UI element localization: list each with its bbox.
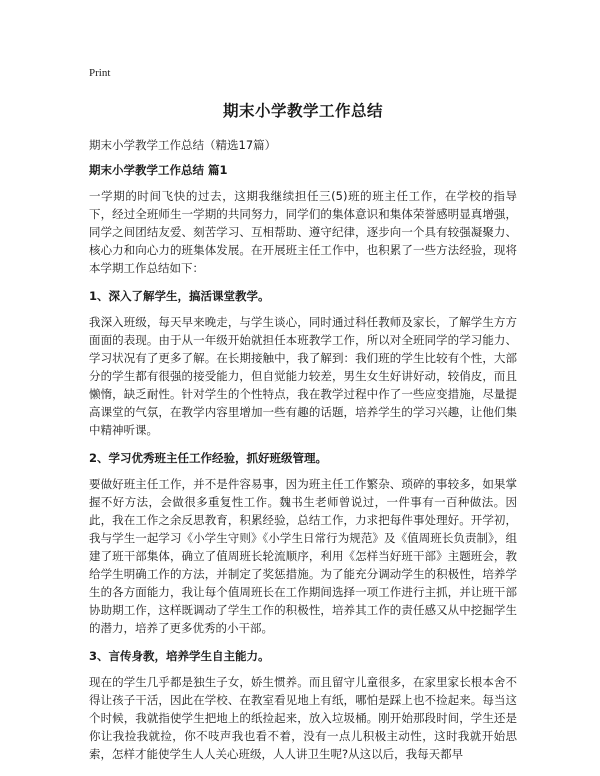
section-body-3: 现在的学生几乎都是独生子女，娇生惯养。而且留守儿童很多，在家里家长根本舍不得让孩子干活，因此在学校、在教室看见地上有纸，哪怕是踩上也不捡起来。每当这个时候，我就指使学生把地上的纸捡起来，放入垃圾桶。刚开始那段时间，学生还是你让我捡我就捡，你不吱声我也看不着，没有一点儿积极主动性，这时我就开始思索，怎样才能使学生人人关心班级，人人讲卫生呢?从这以后，我每天都早 bbox=[89, 675, 517, 761]
section-body-1: 我深入班级，每天早来晚走，与学生谈心，同时通过科任教师及家长，了解学生方方面面的表现。由于从一年级开始就担任本班教学工作，所以对全班同学的学习能力、学习状况有了更多了解。在长期接触中，我了解到：我们班的学生比较有个性，大部分的学生都有很强的接受能力，但自觉能力较差，男生女生好讲好动，较俏皮，而且懒惰，缺乏耐性。针对学生的个性特点，我在教学过程中作了一些应变措施，尽量提高课堂的气氛，在教学内容里增加一些有趣的话题，培养学生的学习兴趣，让他们集中精神听课。 bbox=[89, 315, 517, 437]
document-subtitle: 期末小学教学工作总结（精选17篇） bbox=[89, 138, 277, 152]
section-heading-2: 2、学习优秀班主任工作经验，抓好班级管理。 bbox=[89, 451, 327, 465]
section-heading-3: 3、言传身教，培养学生自主能力。 bbox=[89, 649, 270, 663]
document-page bbox=[89, 66, 517, 775]
intro-paragraph: 一学期的时间飞快的过去，这期我继续担任三(5)班的班主任工作，在学校的指导下，经过全班师生一学期的共同努力，同学们的集体意识和集体荣誉感明显真增强，同学之间团结友爱、刻苦学习、互相帮助、遵守纪律，逐步向一个具有较强凝聚力、核心力和向心力的班集体发展。在开展班主任工作中，也积累了一些方法经验，现将本学期工作总结如下： bbox=[89, 189, 517, 275]
section-body-2: 要做好班主任工作，并不是件容易事，因为班主任工作繁杂、琐碎的事较多，如果掌握不好方法，会做很多重复性工作。魏书生老师曾说过，一件事有一百种做法。因此，我在工作之余反思教育，积累经验，总结工作，力求把每件事处理好。开学初，我与学生一起学习《小学生守则》《小学生日常行为规范》及《值周班长负责制》，组建了班干部集体，确立了值周班长轮流顺序，利用《怎样当好班干部》主题班会，教给学生明确工作的方法，并制定了奖惩措施。为了能充分调动学生的积极性，培养学生的各方面能力，我让每个值周班长在工作期间选择一项工作进行主抓，并让班干部协助期工作，这样既调动了学生工作的积极性，培养其工作的责任感又从中挖掘学生的潜力，培养了更多优秀的小干部。 bbox=[89, 477, 517, 635]
section-heading-1: 1、深入了解学生，搞活课堂教学。 bbox=[89, 289, 270, 303]
part-title: 期末小学教学工作总结 篇1 bbox=[89, 163, 228, 177]
print-link[interactable]: Print bbox=[89, 67, 111, 79]
document-title: 期末小学教学工作总结 bbox=[222, 102, 383, 120]
